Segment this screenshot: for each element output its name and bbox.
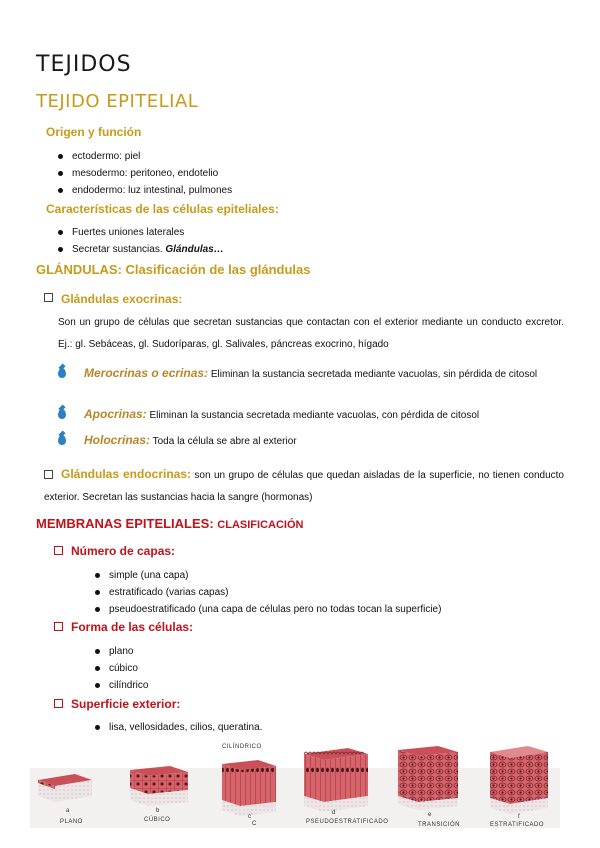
list-item [58,241,224,258]
figure-sublabel-c: c [248,814,252,820]
endocrinas-title: Glándulas endocrinas: [61,467,191,481]
checkbox-bullet-icon [44,293,53,302]
list-item: plano [95,643,148,660]
apocrinas-text: Eliminan la sustancia secretada mediante vacuolas, con pérdida de citosol [146,410,480,421]
caracteristicas-list [58,224,224,258]
list-item: lisa, vellosidades, cilios, queratina. [95,719,262,736]
figure-label-cubico: CÚBICO [144,817,171,823]
figure-label-plano: PLANO [60,819,83,825]
checkbox-bullet-icon [54,622,63,631]
checkbox-bullet-icon [44,470,53,479]
caracteristicas-heading: Características de las células epiteliales: [46,202,279,216]
forma-list [95,643,148,694]
figure-label-cilindrico: CILÍNDRICO [222,744,262,750]
figure-label-c: C [252,821,257,827]
figure-label-estratificado: ESTRATIFICADO [490,822,545,828]
list-item-emphasis: Glándulas… [165,244,224,255]
forma-title-row [54,620,193,634]
exocrinas-title-row [44,290,182,308]
glandulas-heading: GLÁNDULAS: Clasificación de las glándulas [36,262,311,277]
checkbox-bullet-icon [54,546,63,555]
holocrinas-title: Holocrinas: [84,433,151,447]
origen-heading: Origen y función [46,125,142,139]
exocrinas-text: Son un grupo de células que secretan sustancias que contactan con el exterior mediante un conducto excretor. Ej.: gl. Sebáceas, gl. Sudoríparas, gl. Salivales, páncreas exocrino, hígado [58,317,564,350]
endocrinas-text: son un grupo de células que quedan aisladas de la superficie, no tienen conducto exterior. Secretan las sustancias hacia la sangre (hormonas) [44,470,564,503]
figure-sublabel-d: d [332,810,336,816]
list-item: simple (una capa) [95,567,441,584]
figure-sublabel-e: e [428,812,432,818]
holocrinas-text: Toda la célula se abre al exterior [150,436,297,447]
tissue-cubico [130,766,188,806]
membranas-heading [36,516,303,531]
water-drop-icon [58,409,66,419]
membranas-heading-sub: CLASIFICACIÓN [217,519,304,531]
list-item: pseudoestratificado (una capa de células pero no todas tocan la superficie) [95,601,441,618]
list-item: endodermo: luz intestinal, pulmones [58,182,232,199]
superficie-list [95,719,262,736]
list-item: cilíndrico [95,677,148,694]
list-item: Fuertes uniones laterales [58,224,224,241]
checkbox-bullet-icon [54,699,63,708]
list-item: ectodermo: piel [58,148,232,165]
figure-label-pseudoestratificado: PSEUDOESTRATIFICADO [306,819,389,825]
figure-sublabel-f: f [518,814,521,820]
section-heading-tejido-epitelial: TEJIDO EPITELIAL [36,91,199,112]
origen-list [58,148,232,199]
epithelium-illustration [30,740,570,835]
capas-title: Número de capas: [71,544,176,558]
epithelium-figure [30,740,570,835]
list-item: estratificado (varias capas) [95,584,441,601]
apocrinas-title: Apocrinas: [84,407,147,421]
merocrinas-title: Merocrinas o ecrinas: [84,366,209,380]
figure-sublabel-b: b [156,808,160,814]
superficie-title: Superficie exterior: [71,697,181,711]
tissue-cilindrico [222,760,276,816]
figure-label-transicion: TRANSICIÓN [418,822,461,828]
page-title: TEJIDOS [36,52,132,77]
merocrinas-text: Eliminan la sustancia secretada mediante vacuolas, sin pérdida de citosol [208,369,538,380]
tissue-pseudoestratificado [304,748,368,812]
holocrinas-row [58,433,564,449]
exocrinas-title: Glándulas exocrinas: [61,292,183,306]
figure-sublabel-a: a [66,808,70,814]
tissue-estratificado [490,746,548,814]
list-item-text: Secretar sustancias. [72,244,166,255]
membranas-heading-main: MEMBRANAS EPITELIALES: [36,516,218,531]
merocrinas-row [58,362,564,386]
forma-title: Forma de las células: [71,620,194,634]
apocrinas-row [58,407,564,423]
water-drop-icon [58,435,66,445]
endocrinas-paragraph [44,463,564,509]
water-drop-icon [58,368,66,378]
tissue-transicion [398,746,458,810]
superficie-title-row [54,697,180,711]
capas-list [95,567,441,618]
capas-title-row [54,544,175,558]
list-item: mesodermo: peritoneo, endotelio [58,165,232,182]
list-item: cúbico [95,660,148,677]
